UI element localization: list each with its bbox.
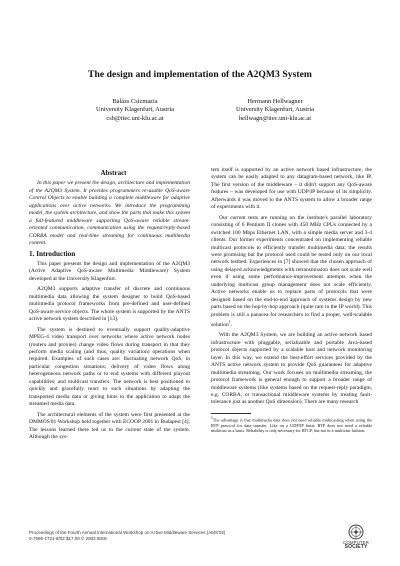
footnote-rule <box>211 413 251 414</box>
paragraph: Our current tests are running on the institute's parallel laboratory consisting of 6 Pentium II clones with 450 MHz CPUs connected by a switched 100 Mbps Ethernet LAN, with a simple media server and 3-4 clients. Our former experiments concentrated on implementing reliable multicast protocols to efficiently transfer multimedia data; the results were promising but the protocol used could be tested only on our local network testbed. Experiences in [7] showed that the chosen approach of using delayed acknowledgments with retransmission does not scale well even if using some performance-improvement attempts when the underlying multicast group management does not scale efficiently. Active networks enable us to replace parts of protocols that were designed based on the end-to-end approach of systems design by new parts based on the hop-by-hop approach (quite rare in the IP world). This problem is still a panacea for researchers to find a proper, well-scalable solution$^1$. <box>211 214 372 328</box>
paragraph: This paper presents the design and implementation of the A2QM3 (Active Adaptive QoS-aware Multimedia Middleware) System developed at the University Klagenfurt. <box>29 260 190 282</box>
footnote-marker: 1 <box>228 320 231 325</box>
footnote <box>211 416 372 434</box>
author-name: Hermann Hellwagner <box>247 98 303 105</box>
paragraph: tem itself is supported by an active network based infrastructure, the system can be easily adapted to any datagram-based network, like IP. The first version of the middleware – it didn't support any QoS-aware features – was developed for use with UDP/IP because of its simplicity. Afterwards it was moved to the ANTS system to allow a broader range of experiments with it. <box>211 167 372 211</box>
ieee-emblem-icon <box>348 524 364 540</box>
author-email: csb@itec.uni-klu.ac.at <box>106 114 164 122</box>
author-block-1 <box>60 98 210 123</box>
copyright-line: 0-7695-1721-8/02 $17.00 © 2002 IEEE <box>29 536 108 542</box>
paragraph: A2QM3 supports adaptive transfer of discrete and continuous multimedia data allowing the system designer to build QoS-based multimedia protocol frameworks from pre-defined and user-defined QoS-aware service objects. The whole system is supported by the ANTS active network system described in [13]. <box>29 286 190 323</box>
computer-society-logo <box>336 524 376 550</box>
logo-line-computer: COMPUTER <box>343 540 369 545</box>
abstract-heading: Abstract <box>100 169 127 177</box>
paragraph-text: Our current tests are running on the institute's parallel laboratory consisting of 6 Pentium II clones with 450 MHz CPUs connected by a switched 100 Mbps Ethernet LAN, with a simple media server and 3-4 clients. Our former experiments concentrated on implementing reliable multicast protocols to efficiently transfer multimedia data; the results were promising but the protocol used could be tested only on our local network testbed. Experiences in [7] showed that the chosen approach of using delayed acknowledgments with retransmission does not scale well even if using some performance-improvement attempts when the underlying multicast group management does not scale efficiently. Active networks enable us to replace parts of protocols that were designed based on the end-to-end approach of systems design by new parts based on the hop-by-hop approach (quite rare in the IP world). This problem is still a panacea for researchers to find a proper, well-scalable solution <box>211 214 372 328</box>
author-email: hellwagn@itec.uni-klu.ac.at <box>238 114 312 122</box>
author-affiliation: University Klagenfurt, Austria <box>96 106 174 114</box>
right-column <box>211 167 372 434</box>
page-footer <box>29 530 299 542</box>
paper-title: The design and implementation of the A2QM3 System <box>88 69 312 80</box>
paragraph: The architectural elements of the system were first presented at the DMMOS'01 Workshop held together with ECOOP 2001 in Budapest [4]. The lessons learned there led us to the current state of the system. Although the sys- <box>29 411 190 440</box>
paragraph: The system is destined to eventually support quality-adaptive MPEG-4 video transport over networks where active network nodes (routers and proxies) change video flows during transport in that they perform media scaling (and thus, quality variation) operations when required. Examples of such cases are: fluctuating network QoS, in particular congestion situations; delivery of video flows along heterogeneous network paths or to end systems with different playout capabilities; and multicast transfers. The network is best positioned to quickly and gracefully react to such situations by adapting the transported media data or giving hints to the application to adapt the streamed media data. <box>29 326 190 408</box>
paragraph: With the A2QM3 System, we are building an active network based infrastructure with pluggable, serializable and portable Java-based protocol objects supported by a scalable host and network monitoring layer. In this way, we extend the best-effort services provided by the ANTS active network system to provide QoS guarantees for adaptive multimedia streaming. Our work focuses on multimedia streaming, the protocol framework is general enough to support a broader range of middleware systems (like systems based on the request-reply paradigm, e.g. CORBA, or transactional middleware systems by treating fault-tolerance just as another QoS dimension). There are many research <box>211 332 372 406</box>
proceedings-line: Proceedings of the Fourth Annual International Workshop on Active Middleware Services (AMS'02) <box>29 530 226 535</box>
footnote-text: The advantage is that multimedia data does not need reliable multicasting when using the RTP protocol for data transfer. Like on a UDP/IP basis, RTP does not need a reliable multicast as a basis. Reliability is only necessary for RTCP, but not in a multicast fashion. <box>211 417 372 434</box>
author-block-2 <box>200 98 350 123</box>
section-heading: 1. Introduction <box>29 249 76 258</box>
author-name: Balázs Csizmazia <box>112 98 158 105</box>
logo-line-society: SOCIETY <box>344 544 368 551</box>
abstract-text: In this paper we present the design, architecture and implementation of the A2QM3 System. It provides programmers re-usable QoS-aware Control Objects to enable building a complete middleware for adaptive applications over active networks. We introduce the programming model, the system architecture, and show the parts that make this system a full-featured middleware supporting QoS-aware reliable stream-oriented communication, communication using the request/reply-based CORBA model and real-time streaming for continuous multimedia content. <box>29 180 190 247</box>
left-column <box>29 170 190 441</box>
footnote-number: 1 <box>211 415 213 420</box>
author-affiliation: University Klagenfurt, Austria <box>236 106 314 114</box>
